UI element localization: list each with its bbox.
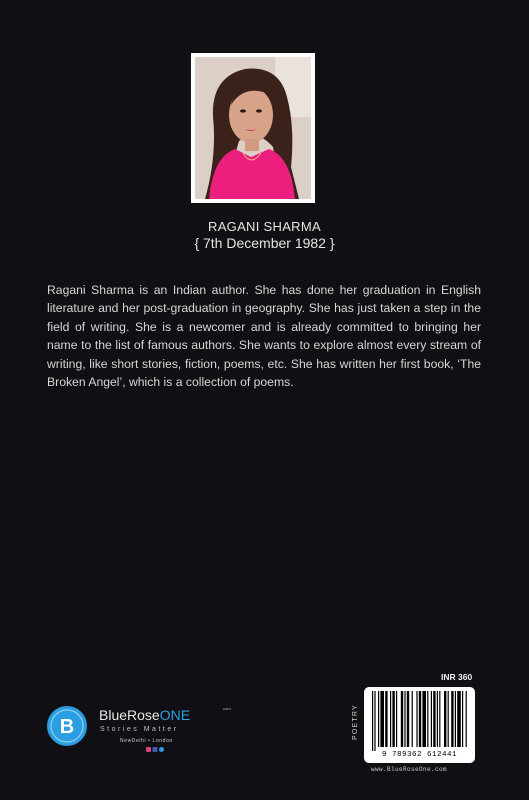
publisher-name: [99, 707, 190, 723]
barcode-bars: [370, 691, 469, 751]
publisher-website: www.BlueRoseOne.com: [371, 766, 448, 773]
publisher-domain-suffix: .com: [222, 706, 231, 711]
social-icons: [146, 747, 164, 753]
author-bio: Ragani Sharma is an Indian author. She has done her graduation in English literature and her post-graduation in geography. She has just taken a step in the field of writing. She is a newcomer and is already committed to bringing her name to the list of famous authors. She wants to explore almost every stream of writing, like short stories, fiction, poems, etc. She has written her first book, ‘The Broken Angel’, which is a collection of poems.: [47, 283, 481, 390]
publisher-block: [46, 702, 256, 762]
facebook-icon: [153, 747, 158, 752]
publisher-logo-letter: B: [59, 716, 75, 738]
publisher-logo-icon: [46, 705, 88, 747]
category-label: POETRY: [352, 704, 359, 740]
author-photo-frame: [191, 53, 315, 203]
publisher-cities: NewDelhi • London: [120, 738, 173, 744]
publisher-name-main: BlueRose: [99, 707, 160, 723]
author-photo: [195, 57, 311, 199]
publisher-name-one: ONE: [159, 707, 191, 723]
isbn-number: 9 789362 612441: [381, 751, 457, 759]
price-label: INR 360: [441, 672, 473, 682]
publisher-tagline: Stories Matter: [100, 726, 179, 733]
author-name: RAGANI SHARMA: [208, 219, 321, 234]
instagram-icon: [146, 747, 151, 752]
author-birth-date: { 7th December 1982 }: [194, 235, 335, 251]
twitter-icon: [159, 747, 164, 752]
isbn-barcode: [364, 687, 475, 763]
